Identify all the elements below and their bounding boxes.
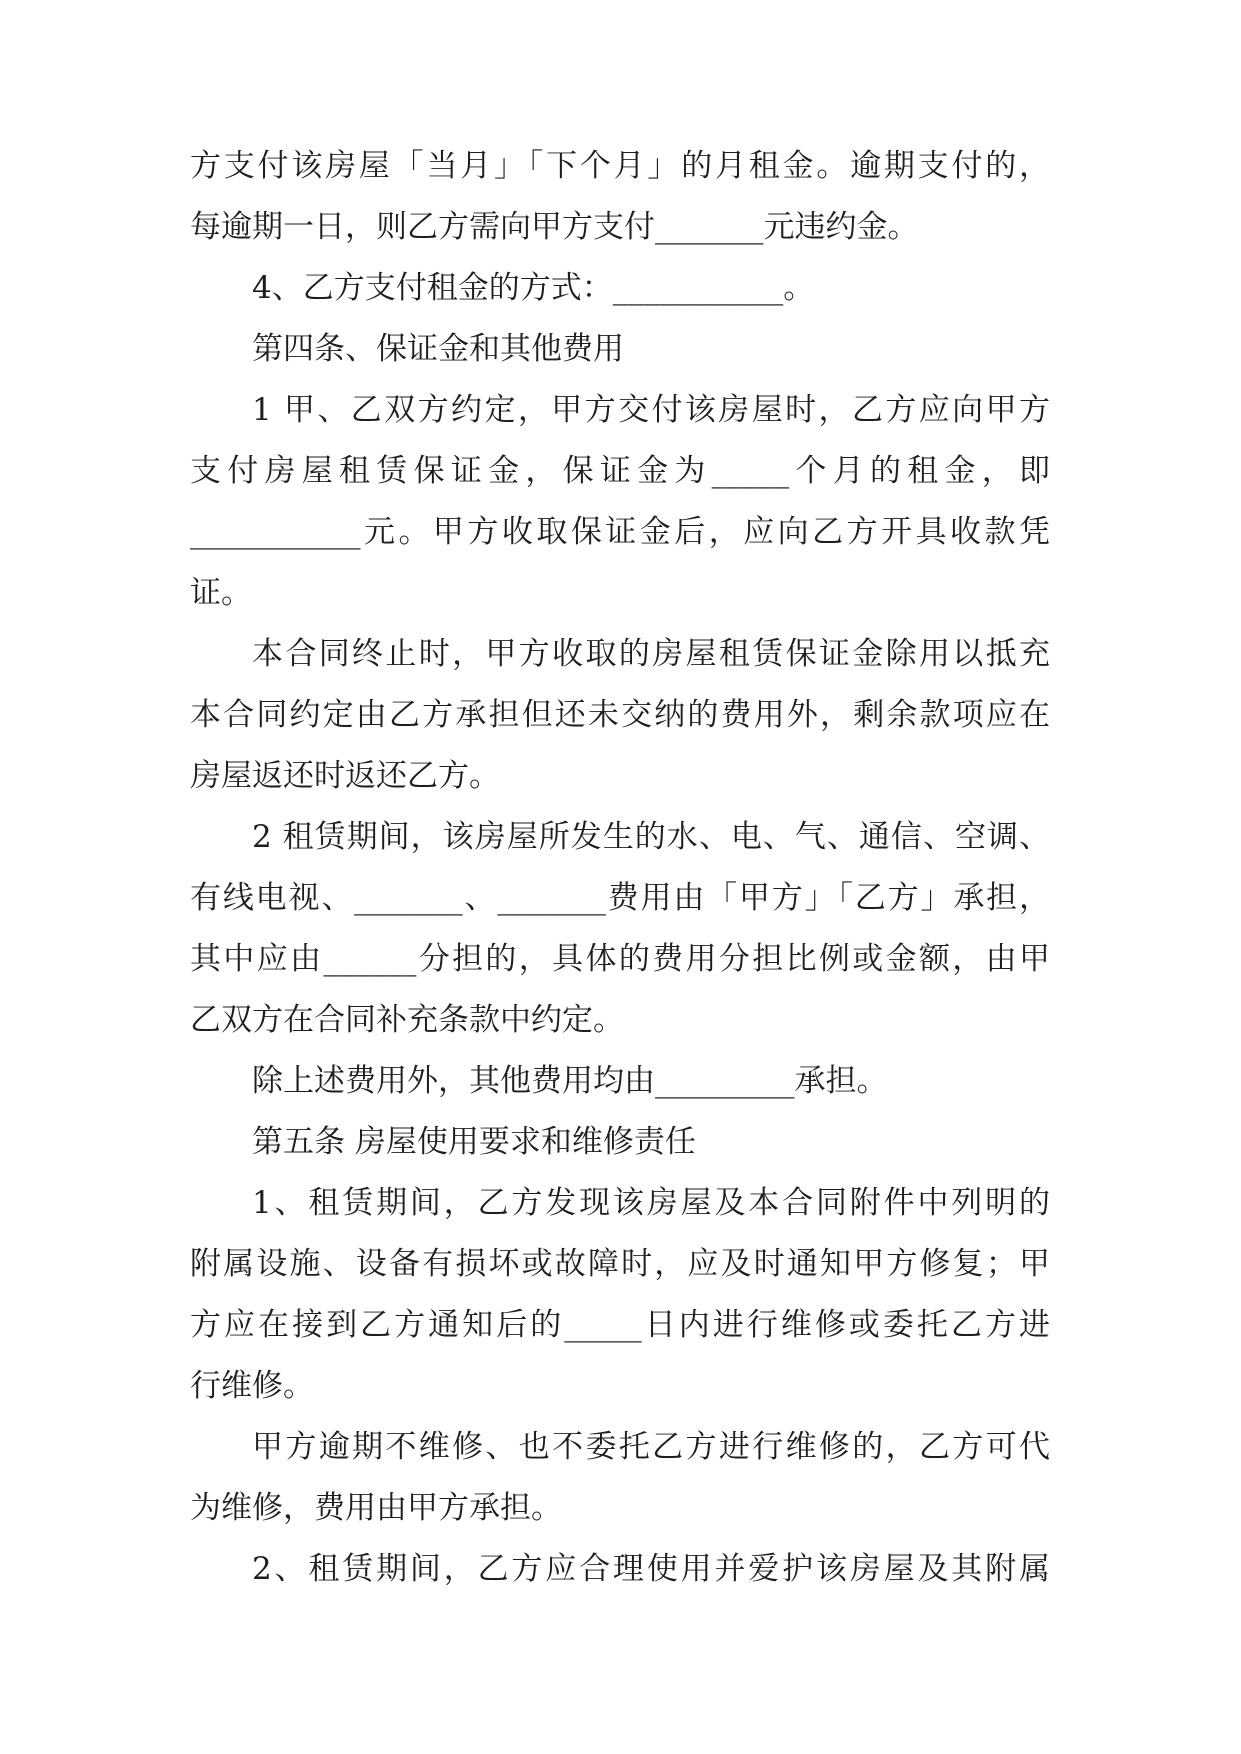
text-line: 1、租赁期间，乙方发现该房屋及本合同附件中列明的 [252, 1185, 1050, 1221]
text-line: 为维修，费用由甲方承担。 [190, 1490, 562, 1526]
text-line: 乙双方在合同补充条款中约定。 [190, 1002, 624, 1038]
text-line: 4、乙方支付租金的方式：___________。 [252, 270, 815, 306]
text-line: 方支付该房屋「当月」「下个月」的月租金。逾期支付的， [190, 148, 1050, 184]
section-heading: 第四条、保证金和其他费用 [252, 331, 624, 367]
text-line: 甲方逾期不维修、也不委托乙方进行维修的，乙方可代 [252, 1429, 1050, 1465]
text-line: 有线电视、_______、_______费用由「甲方」「乙方」承担， [190, 880, 1050, 916]
text-line: 附属设施、设备有损坏或故障时，应及时通知甲方修复；甲 [190, 1246, 1050, 1282]
section-heading: 第五条 房屋使用要求和维修责任 [252, 1124, 696, 1160]
text-line: 除上述费用外，其他费用均由_________承担。 [252, 1063, 888, 1099]
text-line: 2、租赁期间，乙方应合理使用并爱护该房屋及其附属 [252, 1551, 1050, 1587]
text-line: ___________元。甲方收取保证金后，应向乙方开具收款凭 [190, 514, 1050, 550]
text-line: 本合同约定由乙方承担但还未交纳的费用外，剩余款项应在 [190, 697, 1050, 733]
text-line: 2 租赁期间，该房屋所发生的水、电、气、通信、空调、 [252, 819, 1050, 855]
text-line: 房屋返还时返还乙方。 [190, 758, 500, 794]
text-line: 本合同终止时，甲方收取的房屋租赁保证金除用以抵充 [252, 636, 1050, 672]
text-line: 方应在接到乙方通知后的_____日内进行维修或委托乙方进 [190, 1307, 1050, 1343]
text-line: 行维修。 [190, 1368, 314, 1404]
text-line: 支付房屋租赁保证金，保证金为_____个月的租金，即 [190, 453, 1050, 489]
text-line: 证。 [190, 575, 252, 611]
text-line: 每逾期一日，则乙方需向甲方支付_______元违约金。 [190, 209, 919, 245]
text-line: 1 甲、乙双方约定，甲方交付该房屋时，乙方应向甲方 [252, 392, 1050, 428]
text-line: 其中应由______分担的，具体的费用分担比例或金额，由甲 [190, 941, 1050, 977]
